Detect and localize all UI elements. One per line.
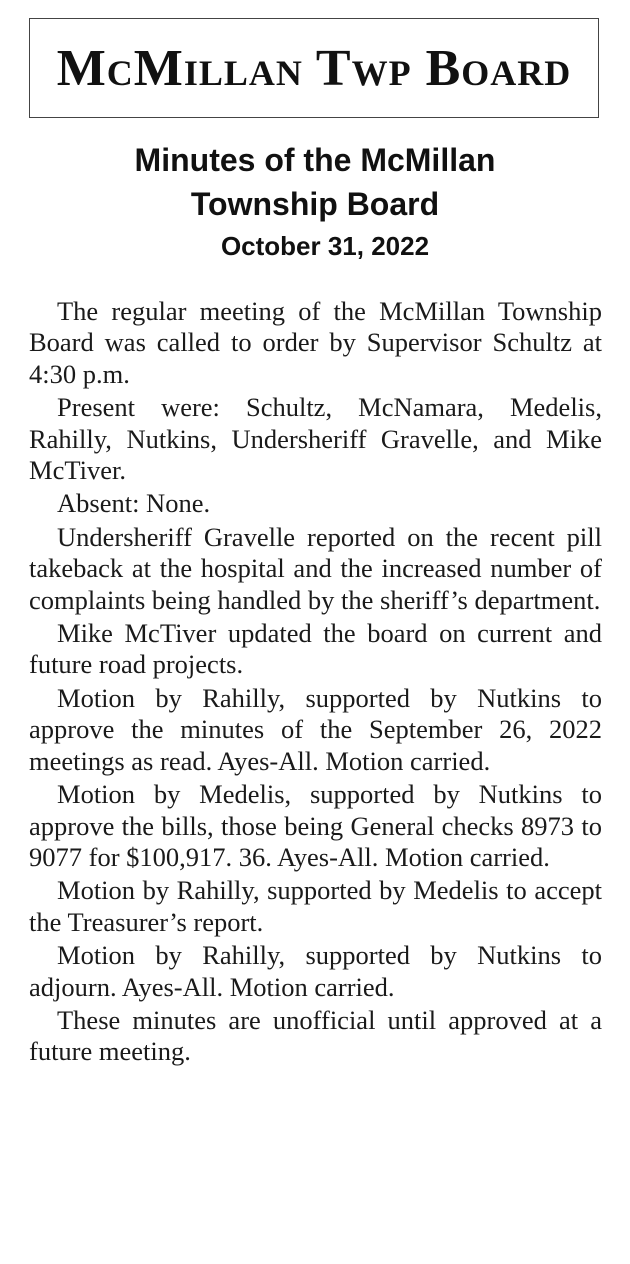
meeting-date: October 31, 2022: [220, 231, 430, 261]
masthead-box: [29, 18, 599, 118]
article-headline: [0, 138, 630, 266]
headline-line-1: Minutes of the McMillan: [134, 142, 496, 178]
paragraph-absent: Absent: None.: [57, 488, 211, 519]
paragraph-motion-treasurer: Motion by Rahilly, supported by Medelis to accept the Treasurer’s report.: [29, 875, 602, 937]
paragraph-call-to-order: The regular meeting of the McMillan Township Board was called to order by Supervisor Schultz at 4:30 p.m.: [29, 296, 602, 389]
paragraph-motion-bills: Motion by Medelis, supported by Nutkins to approve the bills, those being General checks 8973 to 9077 for $100,917. 36. Ayes-All. Motion carried.: [29, 779, 602, 872]
paragraph-motion-adjourn: Motion by Rahilly, supported by Nutkins to adjourn. Ayes-All. Motion carried.: [29, 940, 602, 1002]
paragraph-unofficial-note: These minutes are unofficial until approved at a future meeting.: [29, 1004, 602, 1067]
masthead-title: McMillan Twp Board: [56, 39, 572, 97]
minutes-body: [29, 296, 602, 1070]
paragraph-undersheriff-report: Undersheriff Gravelle reported on the recent pill takeback at the hospital and the increased number of complaints being handled by the sheriff’s department.: [29, 521, 602, 615]
paragraph-present: Present were: Schultz, McNamara, Medelis, Rahilly, Nutkins, Undersheriff Gravelle, and Mike McTiver.: [29, 392, 602, 486]
headline-line-2: Township Board: [190, 186, 440, 222]
paragraph-road-projects: Mike McTiver updated the board on current and future road projects.: [29, 618, 602, 680]
paragraph-motion-minutes: Motion by Rahilly, supported by Nutkins to approve the minutes of the September 26, 2022 meetings as read. Ayes-All. Motion carried.: [29, 682, 602, 776]
